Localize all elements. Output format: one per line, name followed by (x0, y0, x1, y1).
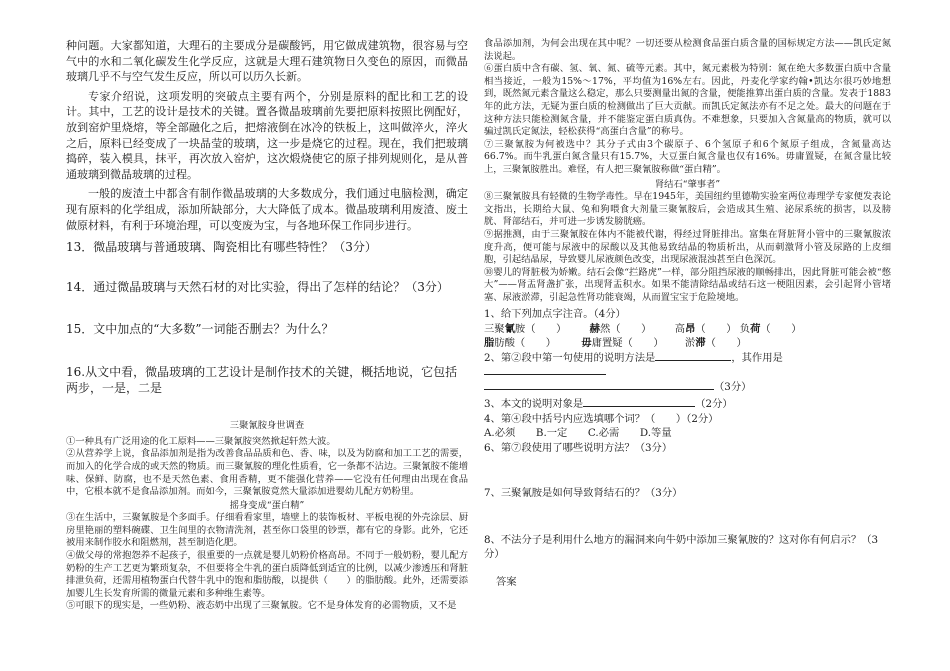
section-subtitle: 摇身变成“蛋白精” (229, 499, 305, 511)
paragraph: ⑩婴儿的肾脏极为娇嫩。结石会像“拦路虎”一样，部分阻挡尿液的顺畅排出，因此肾脏可能会被“憋大”——肾盂肾盏扩张，出现肾盂积水。如果不能清除结晶或结石这一梗阻因素，会引起肾小管堵塞、尿液淤滞，引起急性肾功能衰竭，从而置宝宝于危险境地。 (484, 266, 891, 303)
paragraph: 食品添加剂，为何会出现在其中呢？一切还要从检测食品蛋白质含量的国标规定方法——凯氏定氮法说起。 (484, 38, 891, 62)
word: 然 (599, 322, 611, 335)
right-column (484, 38, 891, 589)
answer-blank[interactable] (655, 360, 731, 361)
word: 负 (739, 322, 751, 335)
paragraph: 一般的废渣土中都含有制作微晶玻璃的大多数成分，我们通过电脑检测，确定现有原料的化学组成，添加所缺部分，大大降低了成本。微晶玻璃利用废渣、废土做原材料，有利于环境治理，可以变废为宝，与各地环保工作同步进行。 (66, 187, 468, 232)
question-8: 8、不法分子是利用什么地方的漏洞来向牛奶中添加三聚氰胺的？这对你有何启示？（3分） (484, 533, 879, 561)
question-3 (484, 397, 891, 412)
question-1-line1: 三聚氰胺（ ） 赫然（ ） 高昂（ ） 负荷（ ） (484, 322, 802, 335)
answer-blank[interactable] (484, 374, 606, 375)
question-text: 2、第②段中第一句使用的说明方法是 (484, 351, 656, 364)
question-2-cont (484, 380, 891, 395)
question-text: 3、本文的说明对象是 (484, 398, 584, 411)
question-4: 4、第④段中括号内应选填哪个词？（ ）（2分） (484, 412, 719, 425)
question-text: （2分） (695, 398, 733, 411)
paragraph: ⑧三聚氰胺具有轻微的生物学毒性。早在1945年，美国纽约里德勒实验室两位毒理学专家便发表论文指出，长期给大鼠、兔和狗喂食大剂量三聚氰胺后，会造成其生殖、泌尿系统的损害，以及膀胱、肾部结石，并可进一步诱发膀胱癌。 (484, 191, 891, 228)
question-text: （3分） (714, 380, 752, 393)
paragraph: 专家介绍说，这项发明的突破点主要有两个，分别是原料的配比和工艺的设计。其中，工艺的设计是技术的关键。置各微晶玻璃前先要把原料按照比例配好，放到窑炉里烧熔，等全部融化之后，把熔液倒在冰冷的铁板上，这叫做淬火，淬火之后，原料已经变成了一块晶莹的玻璃，这一步是烧它的过程。现在，我们把玻璃捣碎，装入模具，抹平，再次放入窑炉，这次煅烧使它的原子排列规则化，是从普通玻璃到微晶玻璃的过程。 (66, 89, 468, 181)
paragraph: ①一种具有广泛用途的化工原料——三聚氰胺突然掀起轩然大波。 (66, 435, 336, 447)
paragraph: ④做父母的常抱怨养不起孩子，很重要的一点就是婴儿奶粉价格高昂。不同于一般奶粉，婴儿配方奶粉的生产工艺更为繁琐复杂，不但要将全牛乳的蛋白质降低到适宜的比例，以减少渗透压和肾脏排泄负荷，还需用植物蛋白代替牛乳中的饱和脂肪酸，以提供（ ）的脂肪酸。此外，还需要添加婴儿生长发育所需的微量元素和多种维生素等。 (66, 550, 468, 599)
question-7: 7、三聚氰胺是如何导致肾结石的？（3分） (484, 487, 683, 500)
article-title: 三聚氰胺身世调查 (229, 420, 305, 432)
question-15: 15．文中加点的“大多数”一词能否删去？为什么？ (66, 322, 334, 337)
paragraph: ⑦三聚氰胺为何被选中？其分子式由3个碳原子、6个氢原子和6个氮原子组成，含氮量高达66.7%。而牛乳蛋白氮含量只有15.7%，大豆蛋白氮含量也仅有16%。毋庸置疑，在氮含量比较上，三聚氰胺胜出。难怪，有人把三聚氰胺称做“蛋白精”。 (484, 138, 891, 175)
answer-heading: 答案 (496, 575, 517, 588)
question-text: ，其作用是 (731, 351, 783, 364)
question-16: 16.从文中看，微晶玻璃的工艺设计是制作技术的关键，概括地说，它包括两步，一是，二是 (66, 365, 458, 396)
question-13: 13．微晶玻璃与普通玻璃、陶瓷相比有哪些特性？（3分） (66, 240, 377, 255)
paragraph: ⑨据推测，由于三聚氰胺在体内不能被代谢，得经过肾脏排出。富集在肾脏肾小管中的三聚氰胺浓度升高，便可能与尿液中的尿酸以及其他易致结晶的物质析出，从而刺激肾小管及尿路的上皮细胞，引起结晶尿，导致婴儿尿液颜色改变，出现尿液混浊甚至白色深沉。 (484, 228, 891, 266)
word: 胺 (514, 322, 526, 335)
left-column (66, 38, 468, 613)
word: 淤 (685, 337, 696, 350)
paragraph: ⑥蛋白质中含有碳、氢、氧、氮、硫等元素。其中，氮元素极为特别：氮在绝大多数蛋白质中含量相当接近，一般为15%～17%，平均值为16%左右。因此，丹麦化学家约翰•凯达尔很巧妙地想到，既然氮元素含量这么稳定，那么只要测量出氮的含量，便能推算出蛋白质的含量。发表于1883年的此方法，无疑为蛋白质的检测做出了巨大贡献。而凯氏定氮法亦有不足之处。最大的问题在于这种方法只能检测氮含量，并不能鉴定蛋白质真伪。不难想象，只要加入含氮量高的物质，就可以骗过凯氏定氮法，轻松获得“高蛋白含量”的称号。 (484, 63, 891, 138)
section-subtitle: 肾结石“肇事者” (654, 178, 721, 190)
word: 高 (674, 322, 686, 335)
question-4-options: A.必须 B.一定 C.必需 D.等量 (484, 427, 672, 440)
dotted-char: 荷 (750, 322, 761, 335)
dotted-char: 毋 (581, 337, 592, 350)
paragraph: ⑤可眼下的现实是，一些奶粉、液态奶中出现了三聚氰胺。它不是身体发育的必需物质，又不是 (66, 600, 457, 612)
answer-blank[interactable] (484, 389, 714, 390)
question-14: 14．通过微晶玻璃与天然石材的对比实验，得出了怎样的结论？（3分） (66, 280, 449, 295)
question-6: 6、第⑦段使用了哪些说明方法？（3分） (484, 441, 673, 454)
dotted-char: 氰 (504, 322, 515, 335)
dotted-char: 滞 (695, 337, 706, 350)
paragraph: ②从营养学上说，食品添加剂是指为改善食品品质和色、香、味，以及为防腐和加工工艺的需要，而加入的化学合成的或天然的物质。而三聚氰胺的理化性质看，它一条都不沾边。三聚氰胺不能增味、保鲜、防腐，也不是天然色素、食用香精，更不能强化营养——它没有任何理由出现在食品中，它根本就不是食品添加剂。而如今，三聚氰胺竟然大量添加进婴幼儿配方奶粉里。 (66, 448, 468, 498)
dotted-char: 赫 (589, 322, 600, 335)
paragraph: 种问题。大家都知道，大理石的主要成分是碳酸钙，用它做成建筑物，很容易与空气中的水和二氧化碳发生化学反应，这就是大理石建筑物日久变色的原因，而微晶玻璃几乎不与空气发生反应，所以可以历久长新。 (66, 39, 468, 84)
question-1-line2: 脂肪酸（ ） 毋庸置疑（ ） 淤滞（ ） (484, 337, 747, 350)
paragraph: ③在生活中，三聚氰胺是个多面手。仔细看看家里，墙壁上的装饰板材、平板电视的外壳涂层、厨房里艳丽的塑料碗碟、卫生间里的衣物清洗剂，甚至你口袋里的钞票，都有它的身影。此外，它还被用来制作胶水和阻燃剂，甚至制造化肥。 (66, 512, 468, 549)
answer-blank[interactable] (583, 406, 695, 407)
question-2 (484, 351, 891, 380)
question-1: 1、给下列加点字注音。（4分） (484, 308, 626, 321)
dotted-char: 脂 (484, 337, 495, 350)
dotted-char: 昂 (685, 322, 696, 335)
word: 肪酸 (494, 337, 515, 350)
word: 庸置疑 (591, 337, 623, 350)
word: 三聚 (484, 322, 505, 335)
